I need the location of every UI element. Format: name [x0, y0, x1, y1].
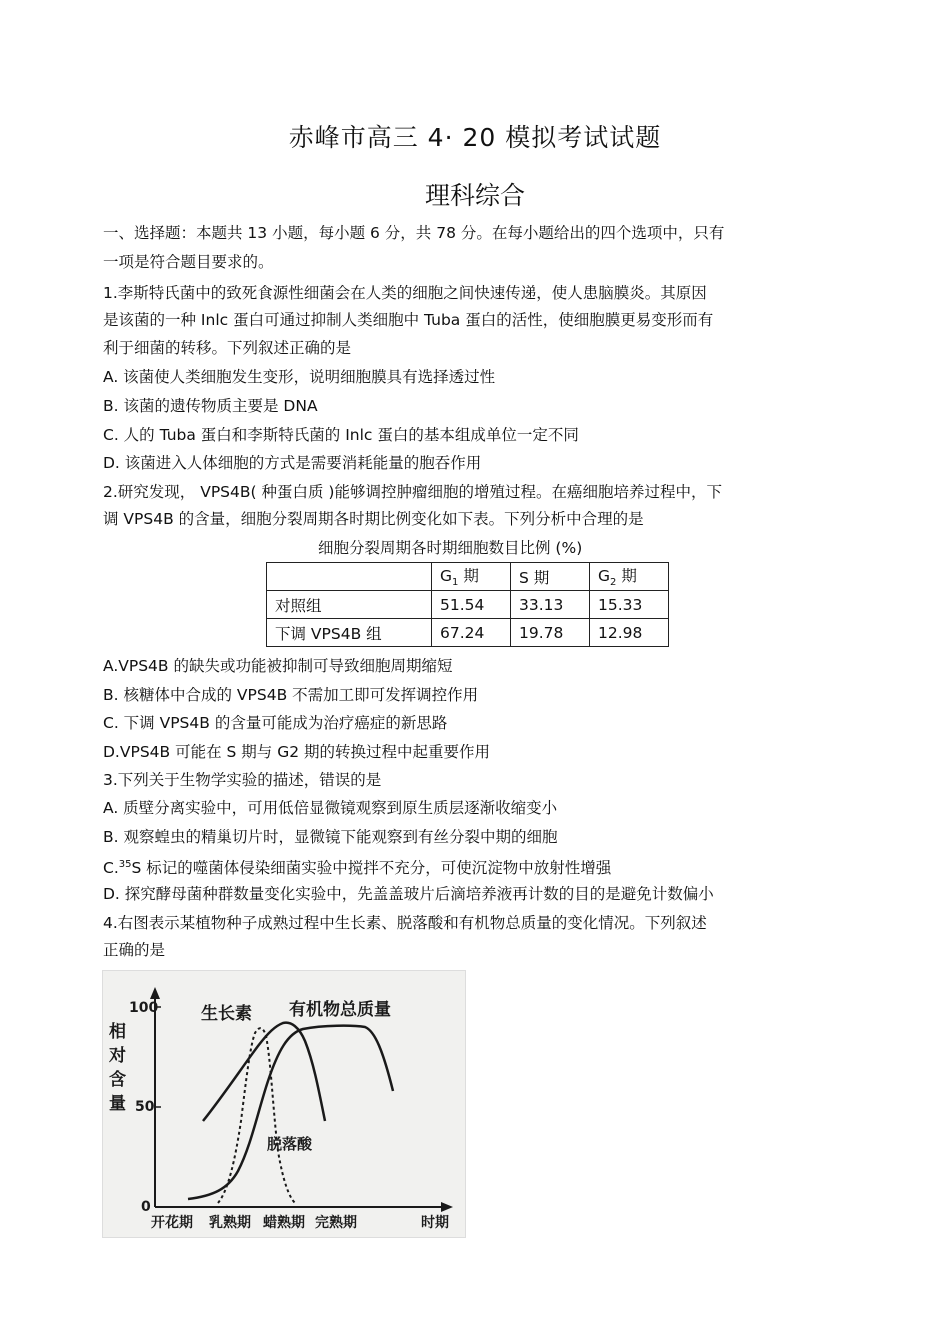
q1-option-a: A. 该菌使人类细胞发生变形，说明细胞膜具有选择透过性	[103, 368, 496, 386]
q2-option-a: A.VPS4B 的缺失或功能被抑制可导致细胞周期缩短	[103, 657, 453, 675]
q3-option-a: A. 质壁分离实验中，可用低倍显微镜观察到原生质层逐渐收缩变小	[103, 799, 558, 817]
table-header-cell: S 期	[511, 563, 590, 591]
y-axis-label-char: 相	[109, 1022, 126, 1042]
q2-stem-cont: 调 VPS4B 的含量，细胞分裂周期各时期比例变化如下表。下列分析中合理的是	[103, 510, 644, 528]
page-title: 赤峰市高三 4· 20 模拟考试试题	[288, 123, 662, 152]
y-axis-label-char: 含	[109, 1070, 126, 1090]
section-intro-cont: 一项是符合题目要求的。	[103, 253, 274, 271]
q1-option-c: C. 人的 Tuba 蛋白和李斯特氏菌的 Inlc 蛋白的基本组成单位一定不同	[103, 426, 579, 444]
header-sub: 1	[452, 577, 459, 589]
table-header-row	[267, 563, 669, 591]
q3-option-c	[103, 855, 611, 878]
table-cell: 对照组	[267, 591, 432, 619]
header-sub: 2	[610, 577, 617, 589]
y-axis-label-char: 量	[109, 1094, 126, 1114]
x-tick-label: 开花期	[151, 1215, 193, 1231]
seed-maturation-figure	[102, 970, 466, 1238]
figure-svg	[103, 971, 465, 1237]
section-intro: 一、选择题：本题共 13 小题，每小题 6 分，共 78 分。在每小题给出的四个选项中，只有	[103, 224, 725, 242]
y-tick-label: 50	[135, 1099, 155, 1115]
q1-stem-cont: 利于细菌的转移。下列叙述正确的是	[103, 339, 352, 357]
table-cell: 33.13	[511, 591, 590, 619]
q2-option-b: B. 核糖体中合成的 VPS4B 不需加工即可发挥调控作用	[103, 686, 479, 704]
header-text: G	[598, 567, 611, 586]
table-cell: 下调 VPS4B 组	[267, 619, 432, 647]
y-tick-label: 100	[129, 1000, 159, 1016]
x-tick-label: 完熟期	[315, 1215, 357, 1231]
aba-label: 脱落酸	[267, 1135, 313, 1153]
x-tick-label: 乳熟期	[209, 1215, 251, 1231]
header-text: 期	[458, 567, 479, 586]
option-text: S 标记的噬菌体侵染细菌实验中搅拌不充分，可使沉淀物中放射性增强	[131, 859, 612, 878]
table-row	[267, 591, 669, 619]
isotope-superscript: 35	[118, 859, 132, 870]
table-cell: 19.78	[511, 619, 590, 647]
header-text: 期	[616, 567, 637, 586]
q1-stem-cont: 是该菌的一种 Inlc 蛋白可通过抑制人类细胞中 Tuba 蛋白的活性，使细胞膜更易变形而有	[103, 311, 714, 329]
q1-option-b: B. 该菌的遗传物质主要是 DNA	[103, 397, 318, 415]
table-caption: 细胞分裂周期各时期细胞数目比例 (%)	[318, 539, 583, 557]
q2-option-d: D.VPS4B 可能在 S 期与 G2 期的转换过程中起重要作用	[103, 743, 490, 761]
page-subtitle: 理科综合	[424, 181, 525, 210]
q4-stem-cont: 正确的是	[103, 941, 166, 959]
q2-stem: 2.研究发现， VPS4B( 种蛋白质 )能够调控肿瘤细胞的增殖过程。在癌细胞培养过程中，下	[103, 483, 722, 501]
table-cell: 12.98	[590, 619, 669, 647]
y-tick-label: 0	[141, 1199, 151, 1215]
option-prefix: C.	[103, 859, 119, 878]
x-axis-label: 时期	[421, 1215, 449, 1231]
table-header-cell	[267, 563, 432, 591]
table-row	[267, 619, 669, 647]
x-axis-arrow	[441, 1202, 453, 1212]
q2-option-c: C. 下调 VPS4B 的含量可能成为治疗癌症的新思路	[103, 714, 448, 732]
y-axis-arrow	[150, 987, 160, 999]
q1-stem: 1.李斯特氏菌中的致死食源性细菌会在人类的细胞之间快速传递，使人患脑膜炎。其原因	[103, 284, 707, 302]
q3-option-d: D. 探究酵母菌种群数量变化实验中，先盖盖玻片后滴培养液再计数的目的是避免计数偏小	[103, 885, 714, 903]
auxin-label: 生长素	[201, 1004, 252, 1024]
organic-mass-label: 有机物总质量	[289, 1000, 391, 1020]
auxin-curve	[203, 1023, 325, 1121]
q4-stem: 4.右图表示某植物种子成熟过程中生长素、脱落酸和有机物总质量的变化情况。下列叙述	[103, 914, 707, 932]
x-tick-label: 蜡熟期	[263, 1215, 305, 1231]
q3-option-b: B. 观察蝗虫的精巢切片时，显微镜下能观察到有丝分裂中期的细胞	[103, 828, 558, 846]
table-cell: 15.33	[590, 591, 669, 619]
cell-cycle-table	[266, 562, 669, 647]
organic-mass-curve	[188, 1026, 393, 1199]
table-cell: 51.54	[432, 591, 511, 619]
table-cell: 67.24	[432, 619, 511, 647]
y-axis-label-char: 对	[109, 1046, 126, 1066]
q1-option-d: D. 该菌进入人体细胞的方式是需要消耗能量的胞吞作用	[103, 454, 482, 472]
table-header-cell	[590, 563, 669, 591]
table-header-cell	[432, 563, 511, 591]
header-text: G	[440, 567, 453, 586]
q3-stem: 3.下列关于生物学实验的描述，错误的是	[103, 771, 382, 789]
